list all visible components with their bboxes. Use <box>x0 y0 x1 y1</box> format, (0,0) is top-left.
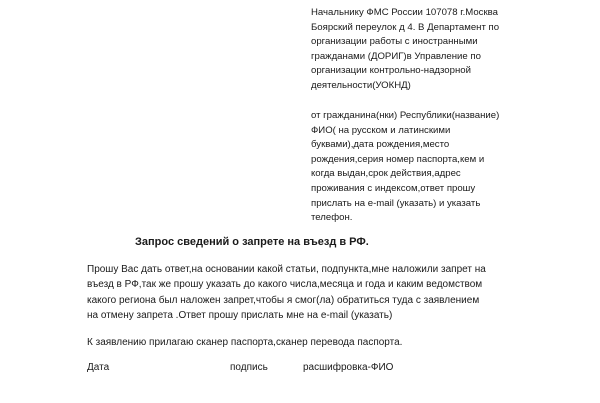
sender-line: рождения,серия номер паспорта,кем и <box>311 153 485 165</box>
date-label: Дата <box>87 362 110 373</box>
addressee-line: организации контрольно-надзорной <box>311 65 471 77</box>
sender-line: буквами),дата рождения,место <box>311 139 450 151</box>
addressee-line: организации работы с иностранными <box>311 36 478 48</box>
sender-line: от гражданина(нки) Республики(название) <box>311 110 500 121</box>
attachment-note: К заявлению прилагаю сканер паспорта,сканер перевода паспорта. <box>87 337 403 348</box>
body-line: на отмену запрета .Ответ прошу прислать мне на e-mail (указать) <box>87 309 393 321</box>
signature-label: подпись <box>230 362 268 373</box>
sender-line: телефон. <box>311 212 353 224</box>
sender-line: проживания с индексом,ответ прошу <box>311 182 476 194</box>
addressee-line: гражданами (ДОРИГ)в Управление по <box>311 50 481 62</box>
request-body <box>87 262 557 323</box>
body-line: Прошу Вас дать ответ,на основании какой статьи, подпункта,мне наложили запрет на <box>87 264 486 275</box>
sender-line: когда выдан,срок действия,адрес <box>311 168 461 180</box>
body-line: въезд в РФ,так же прошу указать до какого числа,месяца и года и каким ведомством <box>87 279 483 291</box>
addressee-block <box>311 6 543 94</box>
document-title: Запрос сведений о запрете на въезд в РФ. <box>135 236 369 248</box>
name-decoding-label: расшифровка-ФИО <box>303 362 394 373</box>
sender-block <box>311 109 543 226</box>
addressee-line: Боярский переулок д 4. В Департамент по <box>311 21 500 33</box>
body-line: какого региона был наложен запрет,чтобы я смог(ла) обратиться туда с заявлением <box>87 294 480 306</box>
sender-line: прислать на e-mail (указать) и указать <box>311 197 481 209</box>
addressee-line: Начальнику ФМС России 107078 г.Москва <box>311 7 499 18</box>
sender-line: ФИО( на русском и латинскими <box>311 124 451 136</box>
addressee-line: деятельности(УОКНД) <box>311 79 411 91</box>
